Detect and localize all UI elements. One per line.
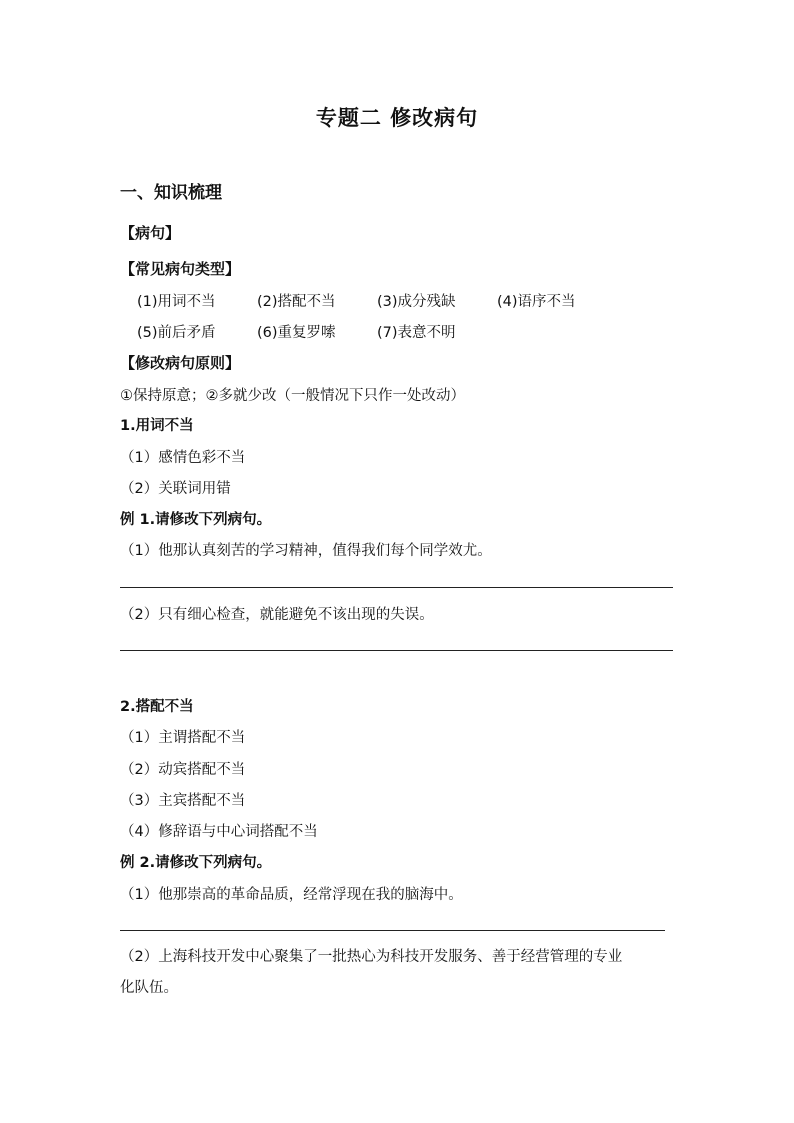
type-item: (1)用词不当 [137, 294, 216, 310]
part2-heading: 2.搭配不当 [120, 699, 194, 715]
example2-question-line1: （2）上海科技开发中心聚集了一批热心为科技开发服务、善于经营管理的专业 [120, 949, 623, 965]
heading-common-types: 【常见病句类型】 [120, 260, 241, 278]
type-item: (6)重复罗嗦 [257, 325, 336, 341]
type-item: (3)成分残缺 [377, 294, 456, 310]
part1-item: （1）感情色彩不当 [120, 450, 246, 466]
part1-heading: 1.用词不当 [120, 418, 194, 434]
type-item: (5)前后矛盾 [137, 325, 216, 341]
answer-line [120, 930, 665, 931]
heading-principles: 【修改病句原则】 [120, 354, 241, 372]
part2-item: （1）主谓搭配不当 [120, 730, 246, 746]
part2-item: （2）动宾搭配不当 [120, 762, 246, 778]
part2-item: （3）主宾搭配不当 [120, 793, 246, 809]
page-title: 专题二 修改病句 [315, 106, 479, 130]
part2-item: （4）修辞语与中心词搭配不当 [120, 824, 318, 840]
example2-question: （1）他那崇高的革命品质，经常浮现在我的脑海中。 [120, 887, 463, 903]
type-item: (2)搭配不当 [257, 294, 336, 310]
section-heading-knowledge: 一、知识梳理 [120, 183, 222, 203]
example2-heading: 例 2.请修改下列病句。 [120, 855, 272, 871]
answer-line [120, 650, 673, 651]
part1-item: （2）关联词用错 [120, 481, 231, 497]
example1-question: （1）他那认真刻苦的学习精神，值得我们每个同学效尤。 [120, 543, 492, 559]
example2-question-line2: 化队伍。 [120, 980, 178, 996]
answer-line [120, 587, 673, 588]
type-item: (4)语序不当 [497, 294, 576, 310]
principle-text: ①保持原意；②多就少改（一般情况下只作一处改动） [120, 388, 465, 404]
example1-heading: 例 1.请修改下列病句。 [120, 512, 272, 528]
type-item: (7)表意不明 [377, 325, 456, 341]
heading-bingju: 【病句】 [120, 224, 181, 242]
example1-question: （2）只有细心检查，就能避免不该出现的失误。 [120, 607, 434, 623]
